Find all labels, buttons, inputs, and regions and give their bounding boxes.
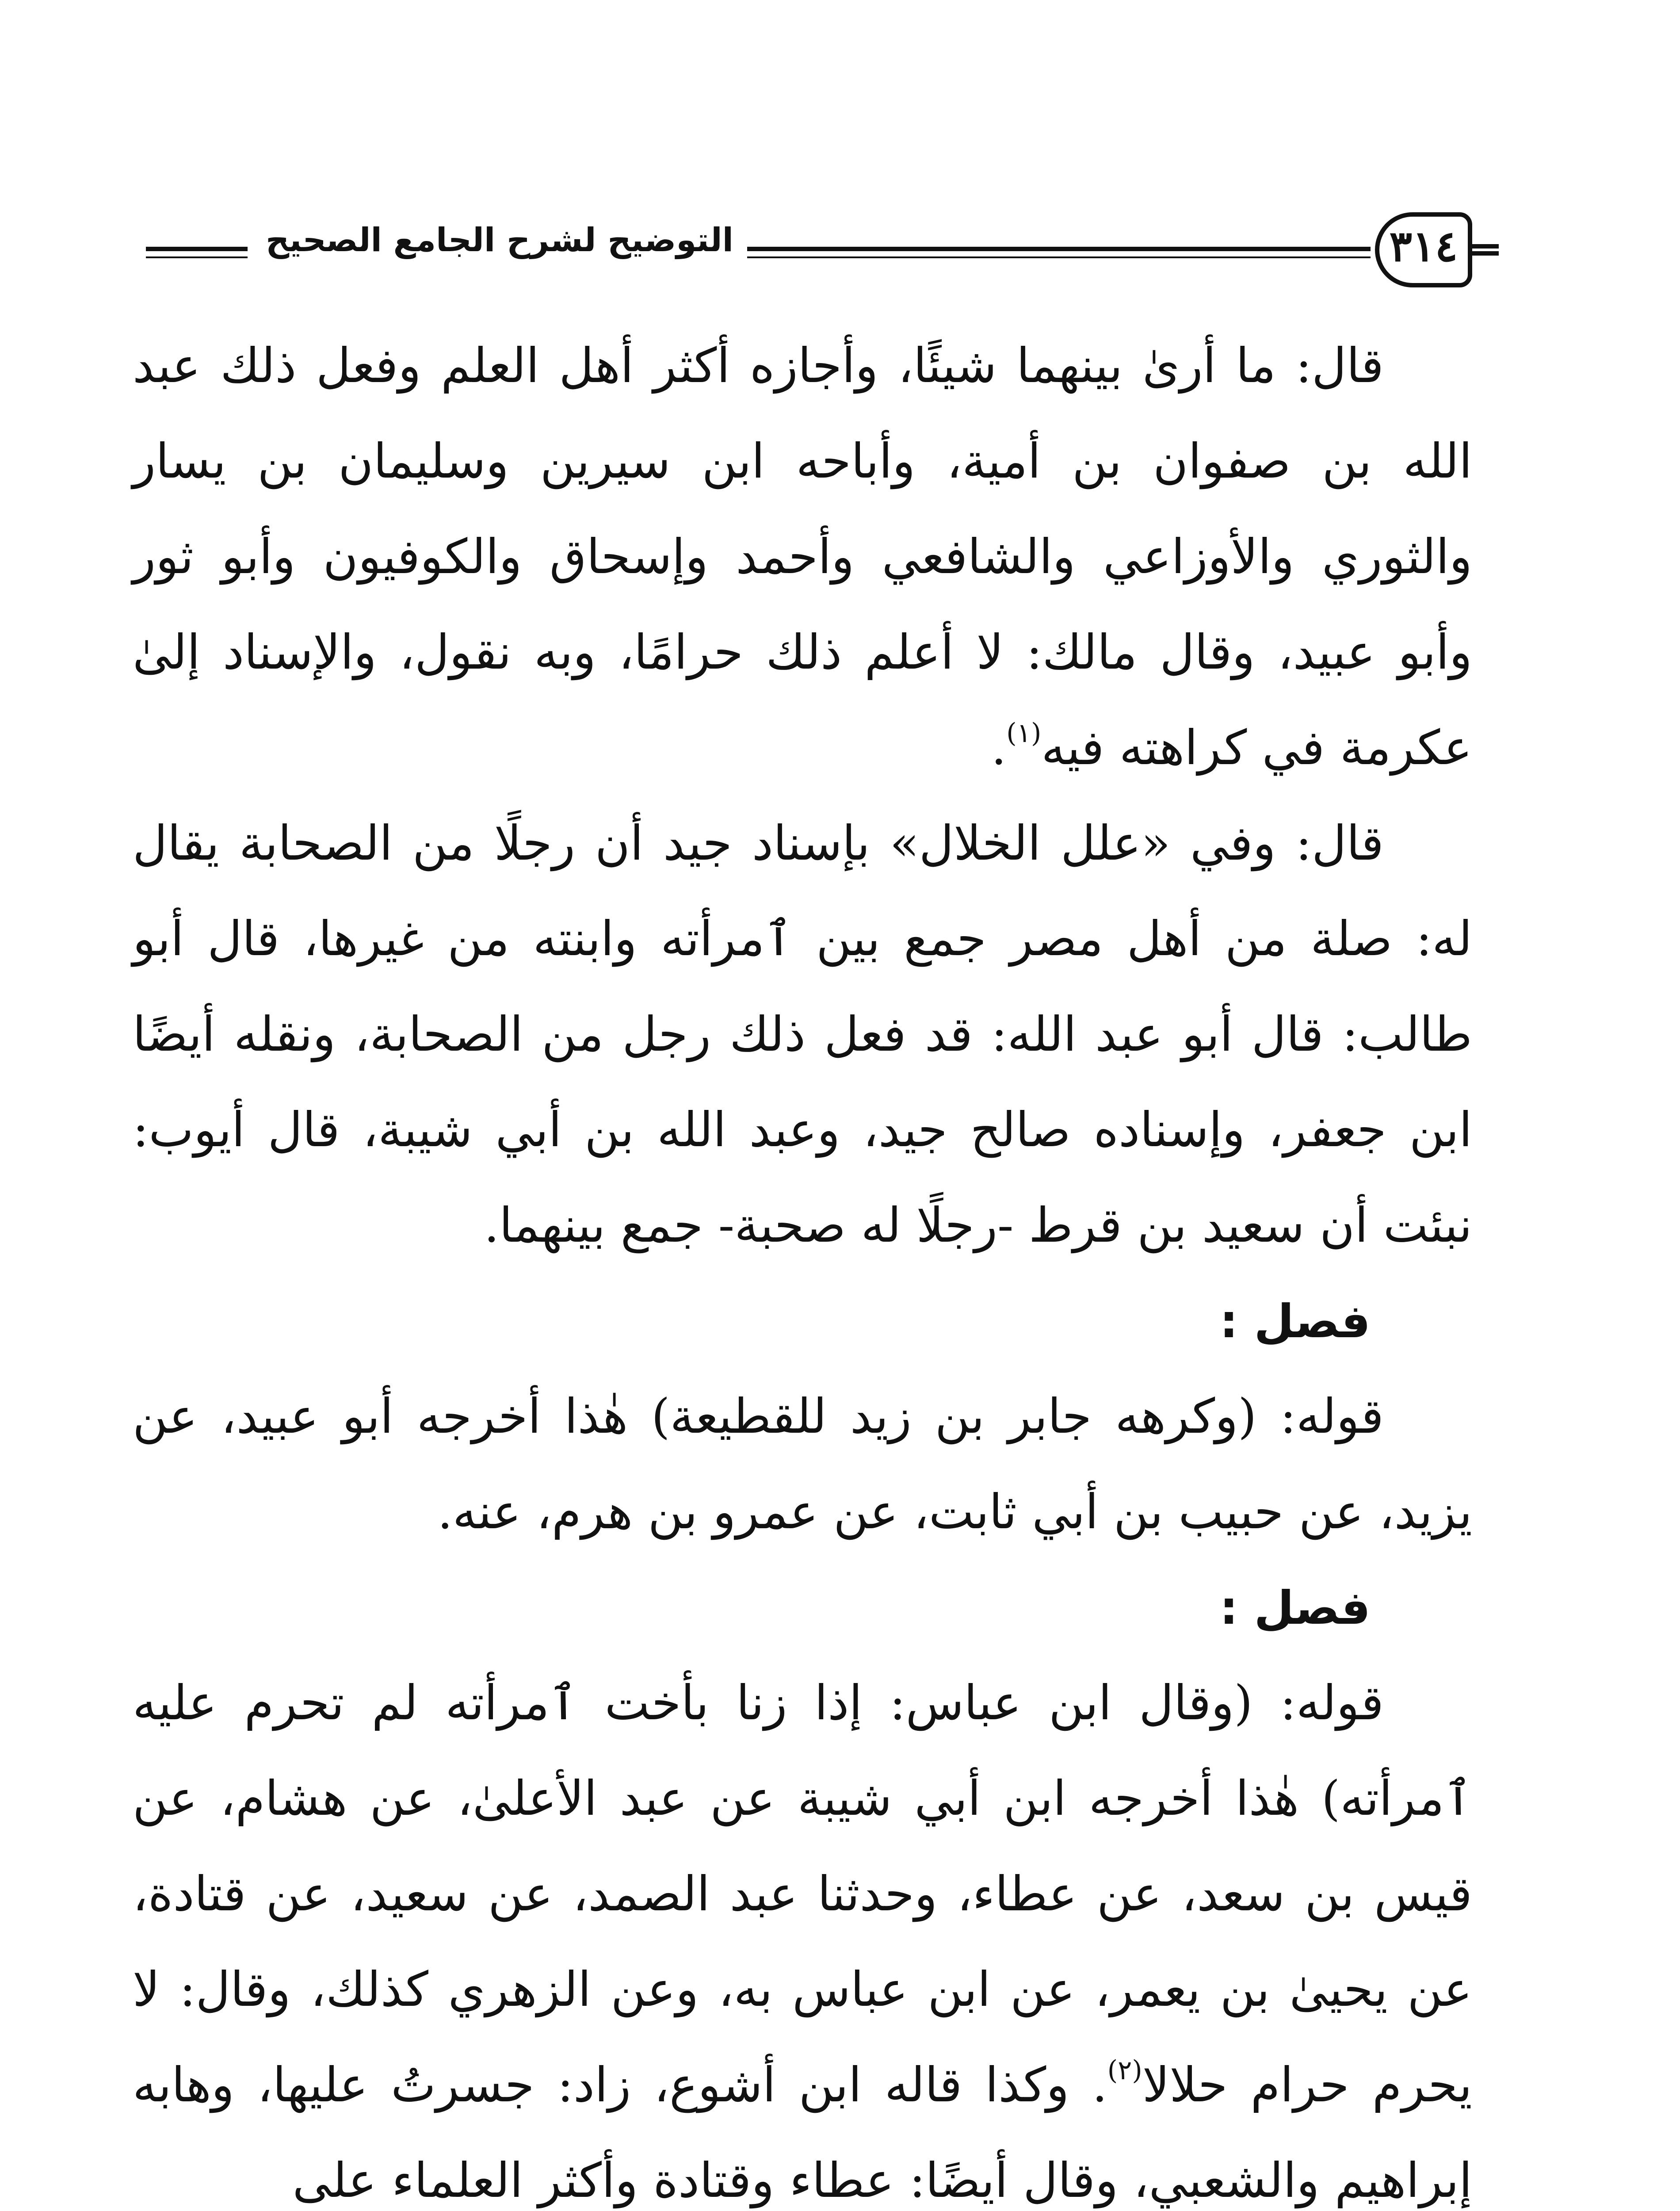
paragraph-end: . (991, 720, 1007, 776)
running-title: التوضيح لشرح الجامع الصحيح (265, 221, 734, 259)
page-number: ٣١٤ (1389, 221, 1458, 271)
paragraph: قوله: (وكرهه جابر بن زيد للقطيعة) هٰذا أخرجه أبو عبيد، عن يزيد، عن حبيب بن أبي ثابت، عن عمرو بن هرم، عنه. (133, 1389, 1472, 1540)
paragraph (133, 318, 1472, 796)
main-text (133, 318, 1472, 2211)
page-header (133, 212, 1472, 301)
paragraph-text: قوله: (وقال ابن عباس: إذا زنا بأخت ٱمرأته لم تحرم عليه ٱمرأته) هٰذا أخرجه ابن أبي شيبة عن عبد الأعلىٰ، عن هشام، عن قيس بن سعد، عن عطاء، وحدثنا عبد الصمد، عن سعيد، عن قتادة، عن يحيىٰ بن يعمر، عن ابن عباس به، وعن الزهري كذلك، وقال: لا يحرم حرام حلالا (133, 1675, 1472, 2113)
section-heading: فصل : (1219, 1294, 1371, 1348)
paragraph-text: . وكذا قاله ابن أشوع، زاد: جسرتُ عليها، وهابه إبراهيم والشعبي، وقال أيضًا: عطاء وقتادة وأكثر العلماء على (133, 2058, 1472, 2208)
paragraph: قال: وفي «علل الخلال» بإسناد جيد أن رجلًا من الصحابة يقال له: صلة من أهل مصر جمع بين ٱمرأته وابنته من غيرها، قال أبو طالب: قال أبو عبد الله: قد فعل ذلك رجل من الصحابة، ونقله أيضًا ابن جعفر، وإسناده صالح جيد، وعبد الله بن أبي شيبة، قال أيوب: نبئت أن سعيد بن قرط -رجلًا له صحبة- جمع بينهما. (133, 816, 1472, 1253)
header-rule-left (146, 247, 248, 258)
header-rule-right (747, 247, 1371, 258)
page-number-frame (1375, 212, 1472, 287)
section-heading: فصل : (1219, 1581, 1371, 1635)
paragraph (133, 1656, 1472, 2211)
footnote-ref: (٢) (1107, 2055, 1142, 2086)
footnote-ref: (١) (1006, 718, 1042, 749)
paragraph-text: قال: ما أرىٰ بينهما شيئًا، وأجازه أكثر أهل العلم وفعل ذلك عبد الله بن صفوان بن أمية، وأباحه ابن سيرين وسليمان بن يسار والثوري والأوزاعي والشافعي وأحمد وإسحاق والكوفيون وأبو ثور وأبو عبيد، وقال مالك: لا أعلم ذلك حرامًا، وبه نقول، والإسناد إلىٰ عكرمة في كراهته فيه (133, 338, 1472, 776)
